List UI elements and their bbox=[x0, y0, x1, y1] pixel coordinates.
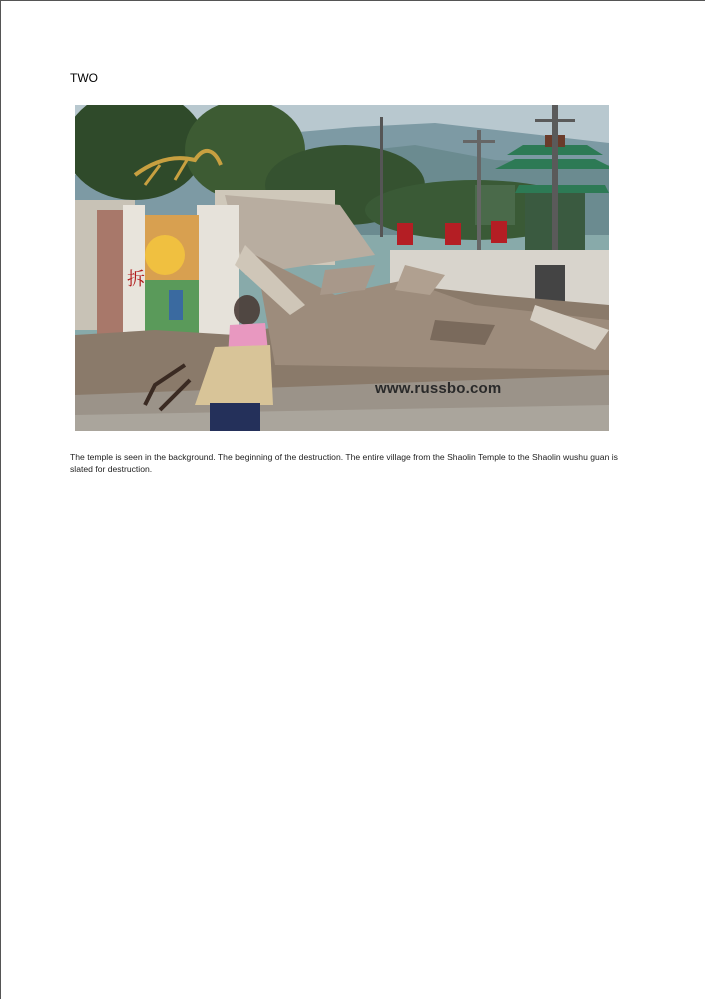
photo-scene bbox=[75, 105, 609, 431]
demolition-photo bbox=[75, 105, 609, 431]
page-heading: TWO bbox=[70, 71, 98, 85]
photo-caption: The temple is seen in the background. The beginning of the destruction. The entire village from the Shaolin Temple to the Shaolin wushu guan is slated for destruction. bbox=[70, 452, 618, 474]
sign-glyph: 拆 bbox=[127, 269, 145, 290]
photo-watermark: www.russbo.com bbox=[375, 380, 502, 397]
